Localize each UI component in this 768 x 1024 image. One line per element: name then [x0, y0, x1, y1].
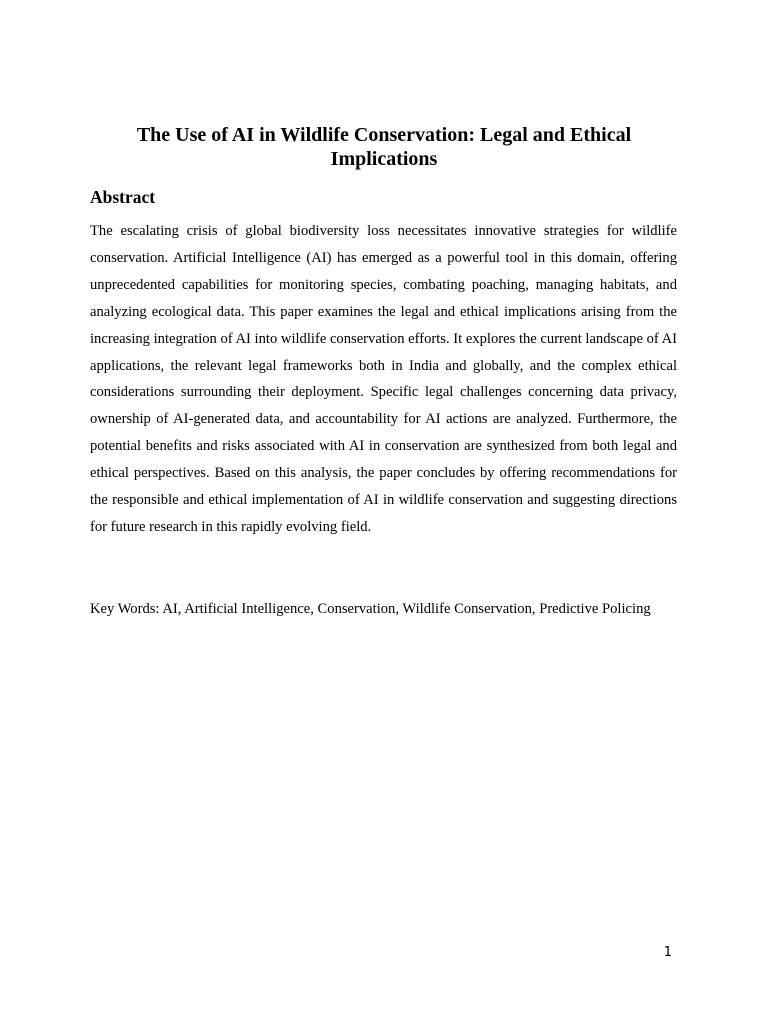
paper-title: The Use of AI in Wildlife Conservation: Legal and Ethical Implications: [136, 124, 632, 170]
abstract-body: The escalating crisis of global biodiversity loss necessitates innovative strategies for wildlife conservation. Artificial Intelligence (AI) has emerged as a powerful tool in this domain, offering unprecedented capabilities for monitoring species, combating poaching, managing habitats, and analyzing ecological data. This paper examines the legal and ethical implications arising from the increasing integration of AI into wildlife conservation efforts. It explores the current landscape of AI applications, the relevant legal frameworks both in India and globally, and the complex ethical considerations surrounding their deployment. Specific legal challenges concerning data privacy, ownership of AI-generated data, and accountability for AI actions are analyzed. Furthermore, the potential benefits and risks associated with AI in conservation are synthesized from both legal and ethical perspectives. Based on this analysis, the paper concludes by offering recommendations for the responsible and ethical implementation of AI in wildlife conservation and suggesting directions for future research in this rapidly evolving field.: [90, 223, 677, 535]
abstract-heading: Abstract: [90, 187, 156, 207]
keywords-line: Key Words: AI, Artificial Intelligence, Conservation, Wildlife Conservation, Predictive Policing: [90, 601, 651, 617]
page-number: 1: [663, 945, 672, 960]
